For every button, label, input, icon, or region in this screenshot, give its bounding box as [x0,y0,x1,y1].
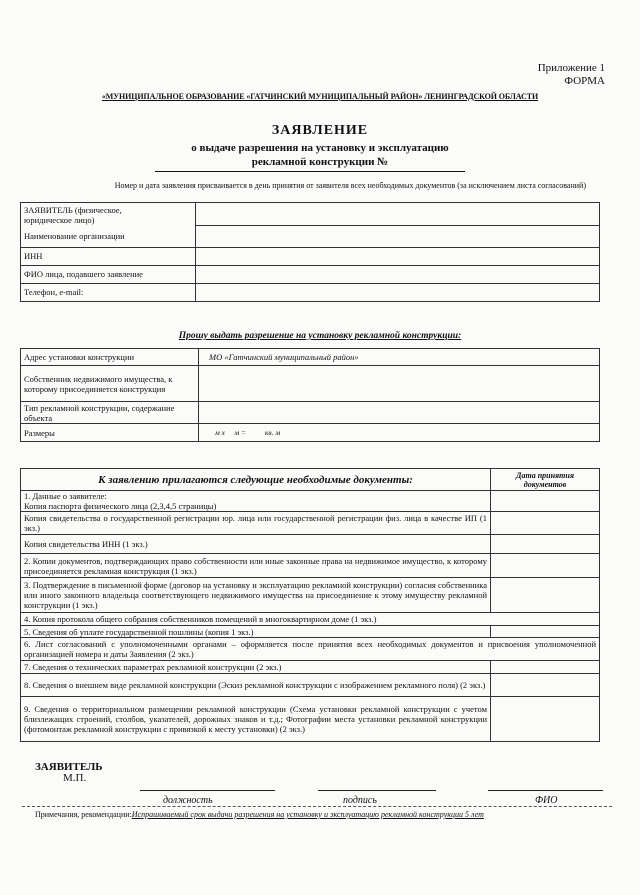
remarks-value: Испрашиваемый срок выдачи разрешения на установку и эксплуатацию рекламной конструкции 5 лет [131,810,484,819]
applicant-input-cell[interactable] [196,203,600,226]
size-label: Размеры [21,424,199,442]
fio-input-cell[interactable] [196,265,600,283]
signature-line[interactable] [318,790,436,791]
registration-note: Номер и дата заявления присваивается в день принятия от заявителя всех необходимых документов (за исключением листа согласований) [114,181,586,190]
applicant-label-cell [21,203,196,226]
doc-row-1: 1. Данные о заявителе: [21,491,491,502]
doc-date-2[interactable] [491,554,600,578]
document-title: ЗАЯВЛЕНИЕ [271,123,369,138]
doc-row-6: 6. Лист согласований с уполномоченными органами – оформляется после принятия всех необходимых документов и присвоения уполномоченной организацией номера и даты Заявления (2 экз.) [21,638,600,661]
fio-label: ФИО лица, подавшего заявление [21,265,196,283]
document-subtitle-number: рекламной конструкции № [251,156,389,168]
doc-row-9: 9. Сведения о территориальном размещении рекламной конструкции (Схема установки рекламной конструкции с учетом близлежащих строений, столбов, указателей, дорожных знаков и т.д.; Фотографии места установки рекламной конструкции (фотомонтаж рекламной конструкции с привязкой к месту установки) (2 экз.) [21,697,491,742]
position-signature-line[interactable] [140,790,275,791]
doc-row-7: 7. Сведения о технических параметрах рекламной конструкции (2 экз.) [21,661,491,674]
doc-row-8: 8. Сведения о внешнем виде рекламной конструкции (Эскиз рекламной конструкции с изображением рекламного поля) (2 экз.) [21,674,491,697]
doc-date-8[interactable] [491,674,600,697]
fio-signature-line[interactable] [488,790,603,791]
org-name-input-cell[interactable] [196,225,600,247]
signature-caption: подпись [343,795,377,806]
doc-row-inn: Копия свидетельства ИНН (1 экз.) [21,535,491,554]
applicant-label-line2: юридическое лицо) [24,215,95,225]
request-text: Прошу выдать разрешение на установку рекламной конструкции: [178,331,462,341]
documents-header: К заявлению прилагаются следующие необходимые документы: [21,469,491,491]
remarks-label: Примечания, рекомендации: [35,810,132,819]
doc-date-3[interactable] [491,578,600,613]
documents-table [20,468,600,742]
doc-date-9[interactable] [491,697,600,742]
appendix-number: Приложение 1 [537,62,605,74]
doc-row-4: 4. Копия протокола общего собрания собственников помещений в многоквартирном доме (1 экз.) [21,613,600,626]
org-name-label: Наименование организации [21,225,196,247]
appendix-label [538,62,605,88]
document-subtitle: о выдаче разрешения на установку и эксплуатацию [191,142,449,154]
owner-label: Собственник недвижимого имущества, к которому присоединяется конструкция [21,366,199,402]
doc-date-5[interactable] [491,626,600,638]
inn-label: ИНН [21,247,196,265]
doc-date-7[interactable] [491,661,600,674]
address-label: Адрес установки конструкции [21,349,199,366]
form-label: ФОРМА [564,75,605,87]
position-caption: должность [163,795,213,806]
remarks-block [35,810,595,820]
owner-input-cell[interactable] [199,366,600,402]
date-header: Дата принятия документов [491,469,600,491]
doc-date-inn[interactable] [491,535,600,554]
applicant-label: ЗАЯВИТЕЛЬ (физическое, [24,205,122,215]
construction-table [20,348,600,442]
doc-row-2: 2. Копии документов, подтверждающих право собственности или иные законные права на недвижимое имущество, к которому присоединяется рекламная конструкция (1 экз.) [21,554,491,578]
stamp-label: М.П. [63,772,87,784]
address-value[interactable]: МО «Гатчинский муниципальный район» [199,349,600,366]
doc-row-5: 5. Сведения об уплате государственной пошлины (копия 1 экз.) [21,626,491,638]
phone-input-cell[interactable] [196,283,600,301]
doc-date-registration[interactable] [491,512,600,535]
size-value[interactable]: м х м = кв. м [199,424,600,442]
type-label: Тип рекламной конструкции, содержание объекта [21,402,199,424]
phone-label: Телефон, e-mail: [21,283,196,301]
title-underline [155,171,465,172]
fio-caption: ФИО [535,795,558,806]
doc-row-1-passport: Копия паспорта физического лица (2,3,4,5 страницы) [21,501,491,512]
type-input-cell[interactable] [199,402,600,424]
applicant-table [20,202,600,302]
doc-date-1[interactable] [491,491,600,512]
doc-row-3: 3. Подтверждение в письменной форме (договор на установку и эксплуатацию рекламной конструкции) согласия собственника или иного законного владельца соответствующего недвижимого имущества на присоединение к этому имуществу рекламной конструкции (1 экз.) [21,578,491,613]
organization-name: «МУНИЦИПАЛЬНОЕ ОБРАЗОВАНИЕ «ГАТЧИНСКИЙ МУНИЦИПАЛЬНЫЙ РАЙОН» ЛЕНИНГРАДСКОЙ ОБЛАСТИ [101,92,539,101]
doc-row-registration: Копия свидетельства о государственной регистрации юр. лица или государственной регистрации физ. лица в качестве ИП (1 экз.) [21,512,491,535]
inn-input-cell[interactable] [196,247,600,265]
applicant-signature-label: ЗАЯВИТЕЛЬ [35,761,103,773]
dashed-divider [22,806,612,807]
